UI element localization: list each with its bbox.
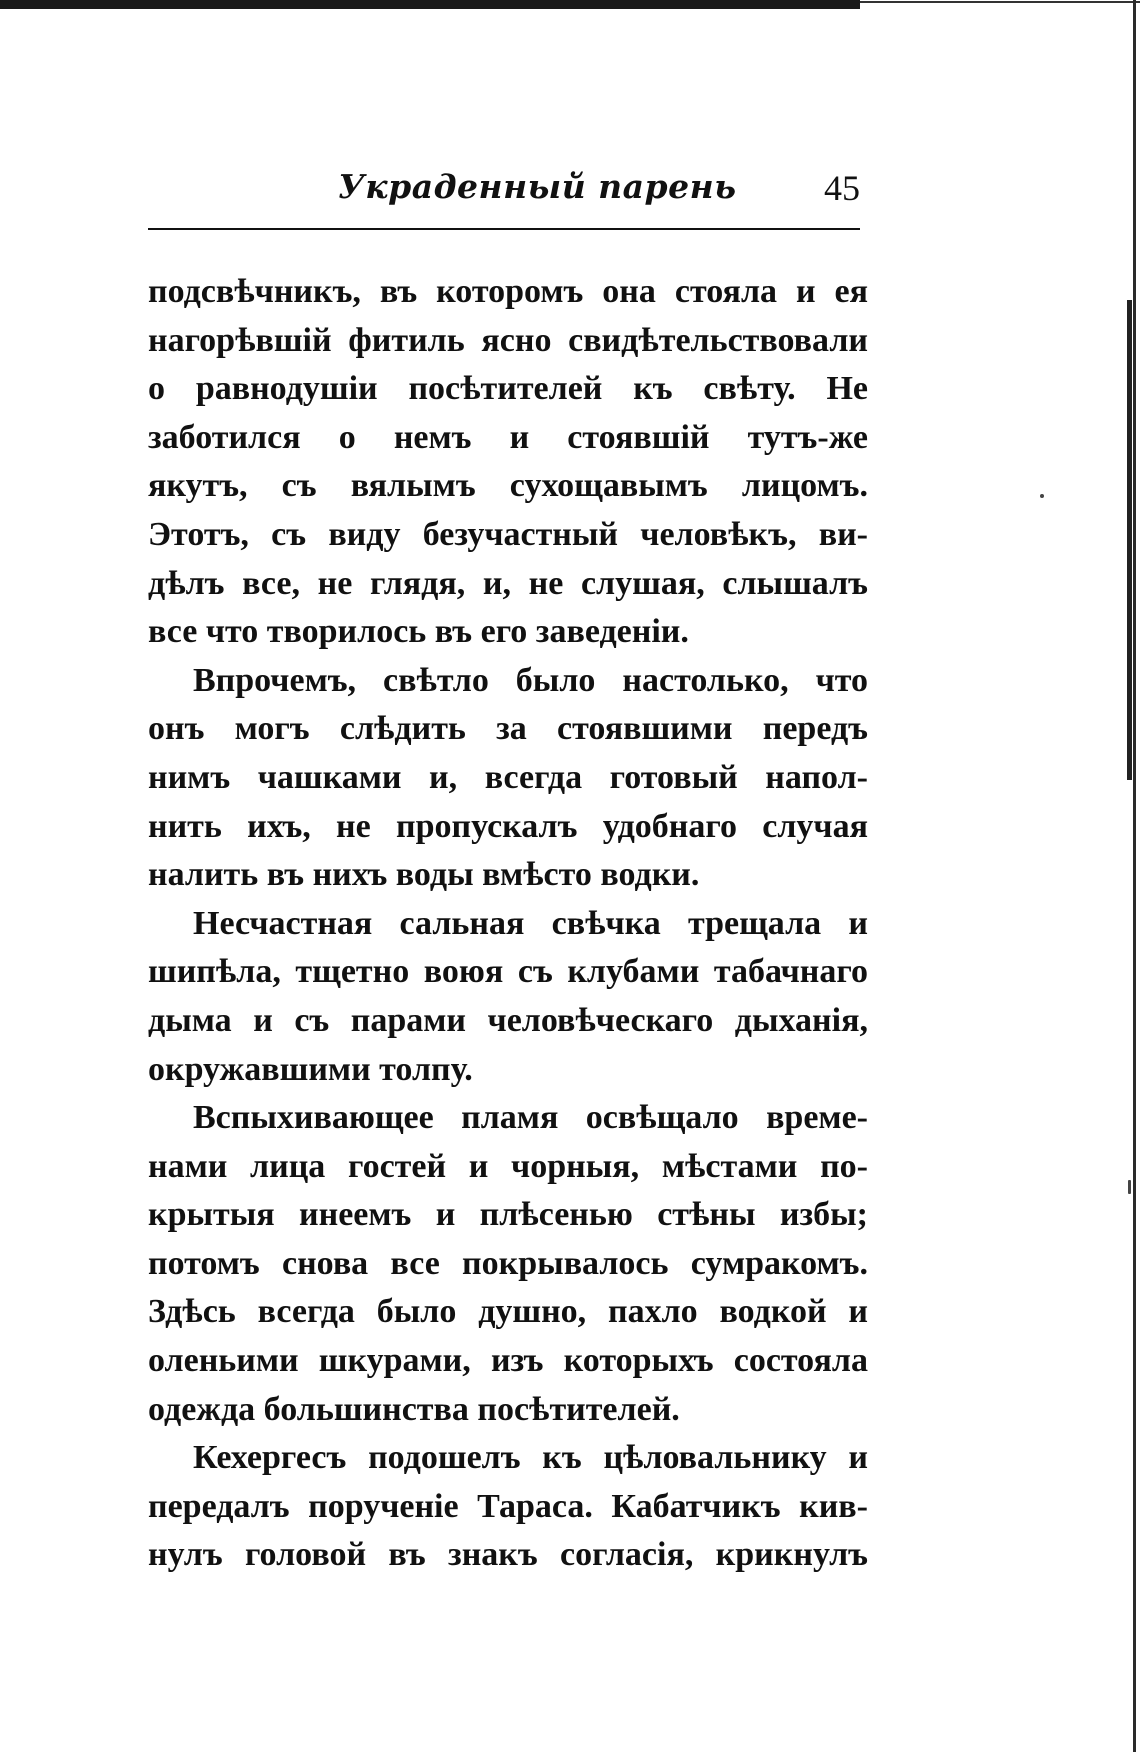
text-line: нами лица гостей и чорныя, мѣстами по- (148, 1147, 868, 1185)
text-line: передалъ порученіе Тараса. Кабатчикъ кив- (148, 1487, 868, 1525)
text-line: потомъ снова все покрывалось сумракомъ. (148, 1244, 868, 1282)
text-line: Вспыхивающее пламя освѣщало време- (193, 1099, 868, 1137)
text-line: дѣлъ все, не глядя, и, не слушая, слышалъ (148, 564, 868, 602)
page-header (148, 165, 860, 213)
body-text (148, 268, 868, 1580)
running-title: Украденный парень (338, 167, 737, 206)
text-line: нимъ чашками и, всегда готовый напол- (148, 758, 868, 796)
scan-speck (1040, 494, 1044, 498)
text-line: о равнодушіи посѣтителей къ свѣту. Не (148, 370, 868, 408)
text-line: онъ могъ слѣдить за стоявшими передъ (148, 710, 868, 748)
text-line: оленьими шкурами, изъ которыхъ состояла (148, 1342, 868, 1380)
scan-binding-shadow (1127, 300, 1132, 780)
text-line: заботился о немъ и стоявшій тутъ-же (148, 418, 868, 456)
text-line: все что творилось въ его заведеніи. (148, 613, 689, 651)
text-line: нагорѣвшій фитиль ясно свидѣтельствовали (148, 321, 868, 359)
scan-top-border (0, 0, 860, 9)
text-line: Этотъ, съ виду безучастный человѣкъ, ви- (148, 515, 868, 553)
text-line: Впрочемъ, свѣтло было настолько, что (193, 661, 868, 699)
header-rule (148, 228, 860, 230)
text-line: Несчастная сальная свѣчка трещала и (193, 904, 868, 942)
text-line: крытыя инеемъ и плѣсенью стѣны избы; (148, 1196, 868, 1234)
text-line: налить въ нихъ воды вмѣсто водки. (148, 856, 700, 894)
scan-right-edge (1133, 0, 1136, 1752)
text-line: Кехергесъ подошелъ къ цѣловальнику и (193, 1439, 868, 1477)
text-line: подсвѣчникъ, въ которомъ она стояла и ея (148, 273, 868, 310)
scan-top-border-thin (860, 1, 1140, 3)
scan-speck (1128, 1180, 1131, 1194)
page-number: 45 (824, 168, 860, 208)
text-line: Здѣсь всегда было душно, пахло водкой и (148, 1293, 868, 1331)
text-line: одежда большинства посѣтителей. (148, 1390, 680, 1428)
text-line: нулъ головой въ знакъ согласія, крикнулъ (148, 1536, 868, 1574)
text-line: окружавшими толпу. (148, 1050, 473, 1088)
text-line: шипѣла, тщетно воюя съ клубами табачнаго (148, 953, 868, 991)
text-line: нить ихъ, не пропускалъ удобнаго случая (148, 807, 868, 845)
text-line: якутъ, съ вялымъ сухощавымъ лицомъ. (148, 467, 868, 505)
text-line: дыма и съ парами человѣческаго дыханія, (148, 1001, 868, 1039)
